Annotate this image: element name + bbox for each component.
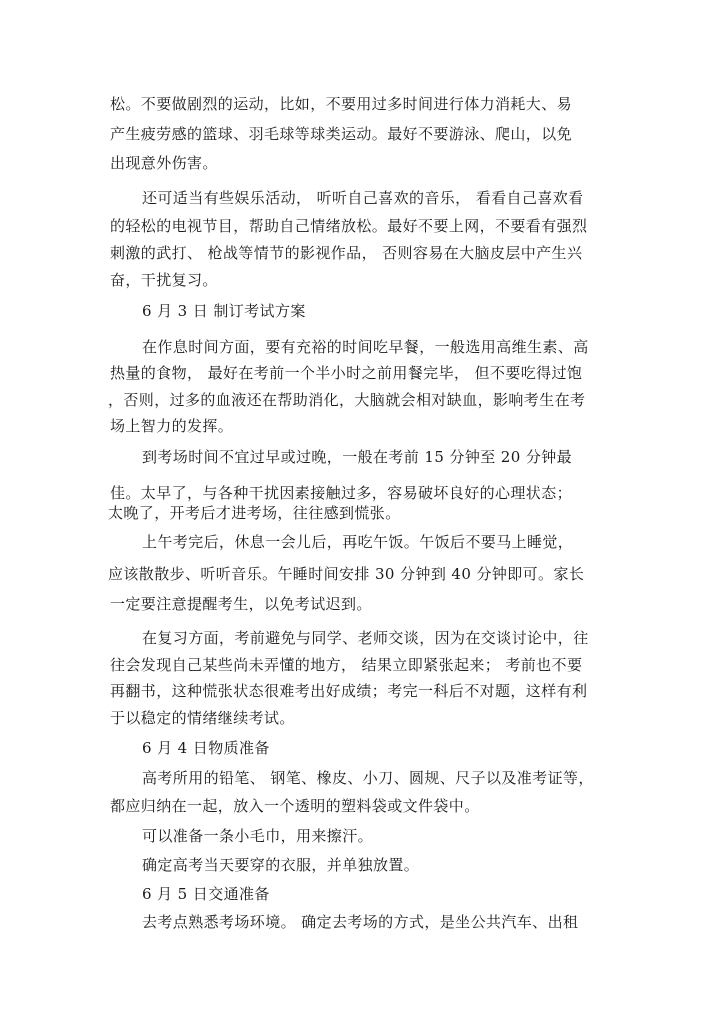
text-line: 到考场时间不宜过早或过晚，一般在考前 15 分钟至 20 分钟最 [142,448,573,466]
text-line: 出现意外伤害。 [110,154,218,172]
text-line: 可以准备一条小毛巾，用来擦汗。 [142,827,374,845]
text-line: 产生疲劳感的篮球、羽毛球等球类运动。最好不要游泳、爬山，以免 [110,125,573,143]
text-line: 还可适当有些娱乐活动， 听听自己喜欢的音乐， 看看自己喜欢看 [142,189,584,207]
text-line: ，否则，过多的血液还在帮助消化，大脑就会相对缺血，影响考生在考 [108,391,586,409]
text-line: 的轻松的电视节目，帮助自己情绪放松。最好不要上网，不要看有强烈 [110,217,588,235]
text-line: 在作息时间方面，要有充裕的时间吃早餐，一般选用高维生素、高 [142,338,589,356]
text-line: 太晚了，开考后才进考场，往往感到慌张。 [108,504,401,522]
text-line: 应该散散步、听听音乐。午睡时间安排 30 分钟到 40 分钟即可。家长 [108,565,585,583]
text-line: 再翻书，这种慌张状态很难考出好成绩；考完一科后不对题，这样有利 [110,682,588,700]
text-line: 刺激的武打、 枪战等情节的影视作品， 否则容易在大脑皮层中产生兴 [110,244,583,262]
text-line: 佳。太早了，与各种干扰因素接触过多，容易破坏良好的心理状态； [110,484,573,502]
text-line: 都应归纳在一起，放入一个透明的塑料袋或文件袋中。 [110,797,480,815]
text-line: 奋，干扰复习。 [110,271,218,289]
text-line: 往会发现自己某些尚未弄懂的地方， 结果立即紧张起来； 考前也不要 [110,656,583,674]
text-line: 一定要注意提醒考生，以免考试迟到。 [110,595,372,613]
section-heading: 6 月 5 日交通准备 [142,885,270,903]
text-line: 松。不要做剧烈的运动，比如，不要用过多时间进行体力消耗大、易 [110,95,573,113]
text-line: 于以稳定的情绪继续考试。 [110,709,295,727]
text-line: 高考所用的铅笔、 钢笔、橡皮、小刀、圆规、尺子以及准考证等， [142,769,594,787]
section-heading: 6 月 3 日 制订考试方案 [142,302,306,320]
text-line: 去考点熟悉考场环境。 确定去考场的方式，是坐公共汽车、出租 [142,913,579,931]
section-heading: 6 月 4 日物质准备 [142,739,270,757]
text-line: 热量的食物， 最好在考前一个半小时之前用餐完毕， 但不要吃得过饱 [110,364,583,382]
text-line: 在复习方面，考前避免与同学、老师交谈，因为在交谈讨论中，往 [142,629,589,647]
text-line: 确定高考当天要穿的衣服，并单独放置。 [142,856,420,874]
text-line: 场上智力的发挥。 [110,417,234,435]
text-line: 上午考完后，休息一会儿后，再吃午饭。午饭后不要马上睡觉， [142,533,574,551]
